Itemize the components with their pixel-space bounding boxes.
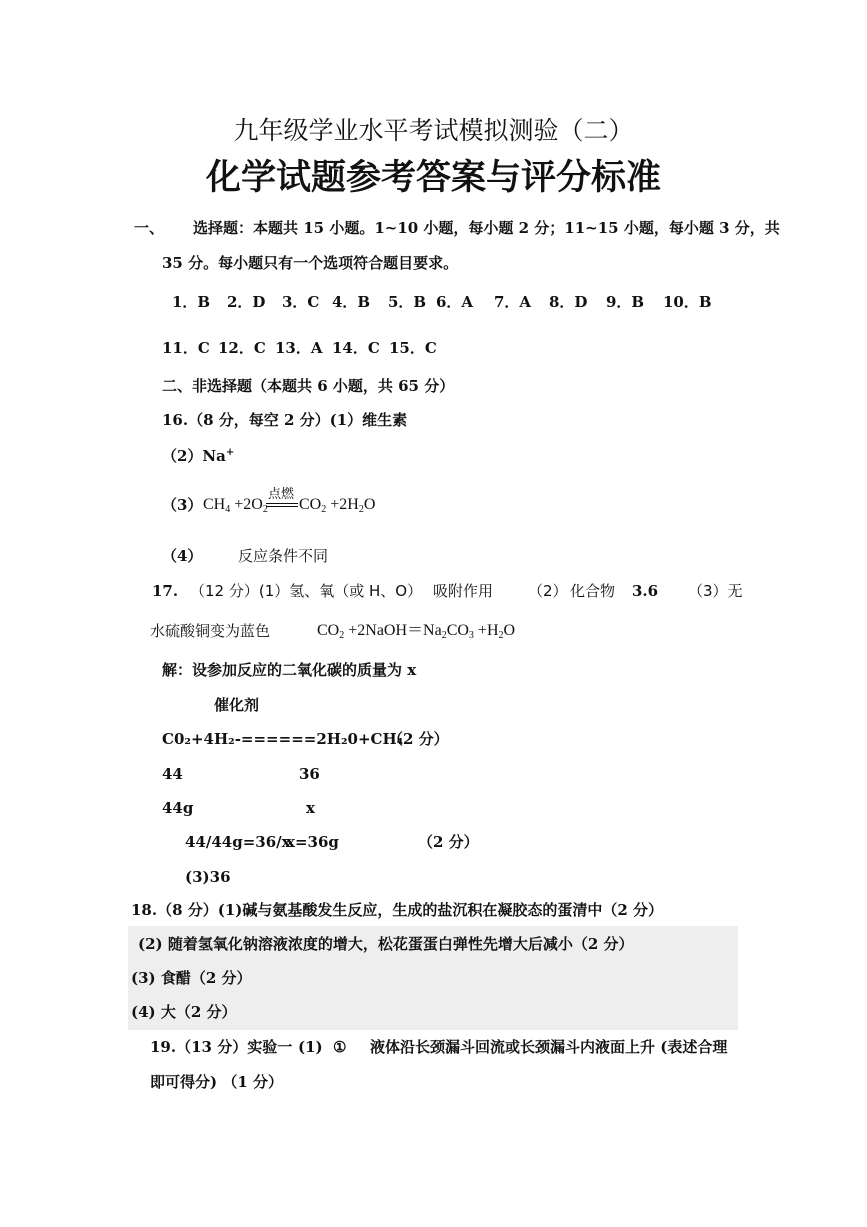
part1-number: 一、: [134, 219, 165, 237]
q17-catalyst: 催化剂: [214, 696, 260, 714]
answer-item: 11．C: [162, 339, 210, 357]
q17-reaction: C0₂+4H₂-======2H₂0+CH₄: [162, 730, 404, 748]
q17-part1: （12 分）(1）氢、氧（或 H、O）: [190, 582, 423, 600]
q17-given: 44g: [162, 799, 194, 817]
part1-header-line2: 35 分。每小题只有一个选项符合题目要求。: [162, 254, 459, 272]
q16-head: 16.（8 分，每空 2 分）(1）维生素: [162, 411, 408, 429]
q19-text-line2: 即可得分) （1 分）: [150, 1073, 283, 1091]
answer-item: 14．C: [332, 339, 380, 357]
q19-circled-1: ①: [333, 1038, 347, 1056]
answer-item: 8．D: [549, 293, 588, 311]
q17-number: 17.: [152, 582, 179, 600]
q19-head: 19.（13 分）实验一: [150, 1038, 293, 1056]
q17-equation: $CO_2$ $+2NaOH=Na_2CO_3 +H_2O$: [317, 622, 516, 641]
q17-unknown: x: [306, 799, 315, 817]
q17-result: x=36g: [286, 833, 339, 851]
q17-value: 3.6: [632, 582, 659, 600]
q17-score2: （2 分）: [418, 833, 479, 851]
q17-part3-answer: (3)36: [185, 868, 231, 886]
q17-adsorption: 吸附作用: [433, 582, 494, 600]
answer-item: 9．B: [606, 293, 645, 311]
answer-item: 7．A: [494, 293, 532, 311]
q19-text-line1: 液体沿长颈漏斗回流或长颈漏斗内液面上升 (表述合理: [370, 1038, 728, 1056]
q17-line2-text: 水硫酸铜变为蓝色: [150, 622, 271, 640]
q18-line3: (3) 食醋（2 分）: [131, 969, 252, 987]
q16-part4-text: 反应条件不同: [238, 547, 329, 565]
q16-part2: （2）Na+: [162, 447, 235, 465]
answer-item: 6．A: [436, 293, 474, 311]
q16-part4-label: （4）: [162, 547, 203, 565]
q18-line2: (2) 随着氢氧化钠溶液浓度的增大，松花蛋蛋白弹性先增大后减小（2 分）: [138, 935, 634, 953]
q17-score1: （2 分）: [388, 730, 449, 748]
answer-item: 12．C: [218, 339, 266, 357]
q17-part3-label: （3）无: [688, 582, 743, 600]
q17-part2-label: （2）: [528, 582, 568, 600]
q16-equation-left: $CH_4 +2O_2$: [203, 496, 268, 515]
q17-solution-intro: 解：设参加反应的二氧化碳的质量为 x: [162, 661, 417, 679]
q17-mass1: 44: [162, 765, 183, 783]
answer-item: 15．C: [389, 339, 437, 357]
answer-item: 1．B: [172, 293, 211, 311]
q16-reaction-condition: 点燃: [268, 487, 295, 502]
q17-mass2: 36: [299, 765, 320, 783]
q16-part3-label: （3）: [162, 496, 203, 514]
answer-item: 10．B: [663, 293, 712, 311]
q17-ratio: 44/44g=36/x: [185, 833, 291, 851]
q16-equals-sign: [266, 503, 298, 507]
answer-item: 3．C: [282, 293, 320, 311]
part1-header-line1: 选择题：本题共 15 小题。1~10 小题，每小题 2 分；11~15 小题，每小题 3 分，共: [193, 219, 780, 237]
q17-compound: 化合物: [570, 582, 616, 600]
page-title: 化学试题参考答案与评分标准: [205, 158, 661, 198]
q16-equation-right: $CO_2 +2H_2O$: [299, 496, 376, 515]
q19-part1-label: (1): [298, 1038, 323, 1056]
answer-item: 13．A: [275, 339, 323, 357]
answer-item: 5．B: [388, 293, 427, 311]
answer-item: 2．D: [227, 293, 266, 311]
part2-header: 二、非选择题（本题共 6 小题，共 65 分）: [162, 377, 455, 395]
answer-item: 4．B: [332, 293, 371, 311]
q18-line4: (4) 大（2 分）: [131, 1003, 237, 1021]
q18-line1: 18.（8 分）(1)碱与氨基酸发生反应，生成的盐沉积在凝胶态的蛋清中（2 分）: [131, 901, 664, 919]
page-subtitle: 九年级学业水平考试模拟测验（二）: [233, 116, 634, 145]
